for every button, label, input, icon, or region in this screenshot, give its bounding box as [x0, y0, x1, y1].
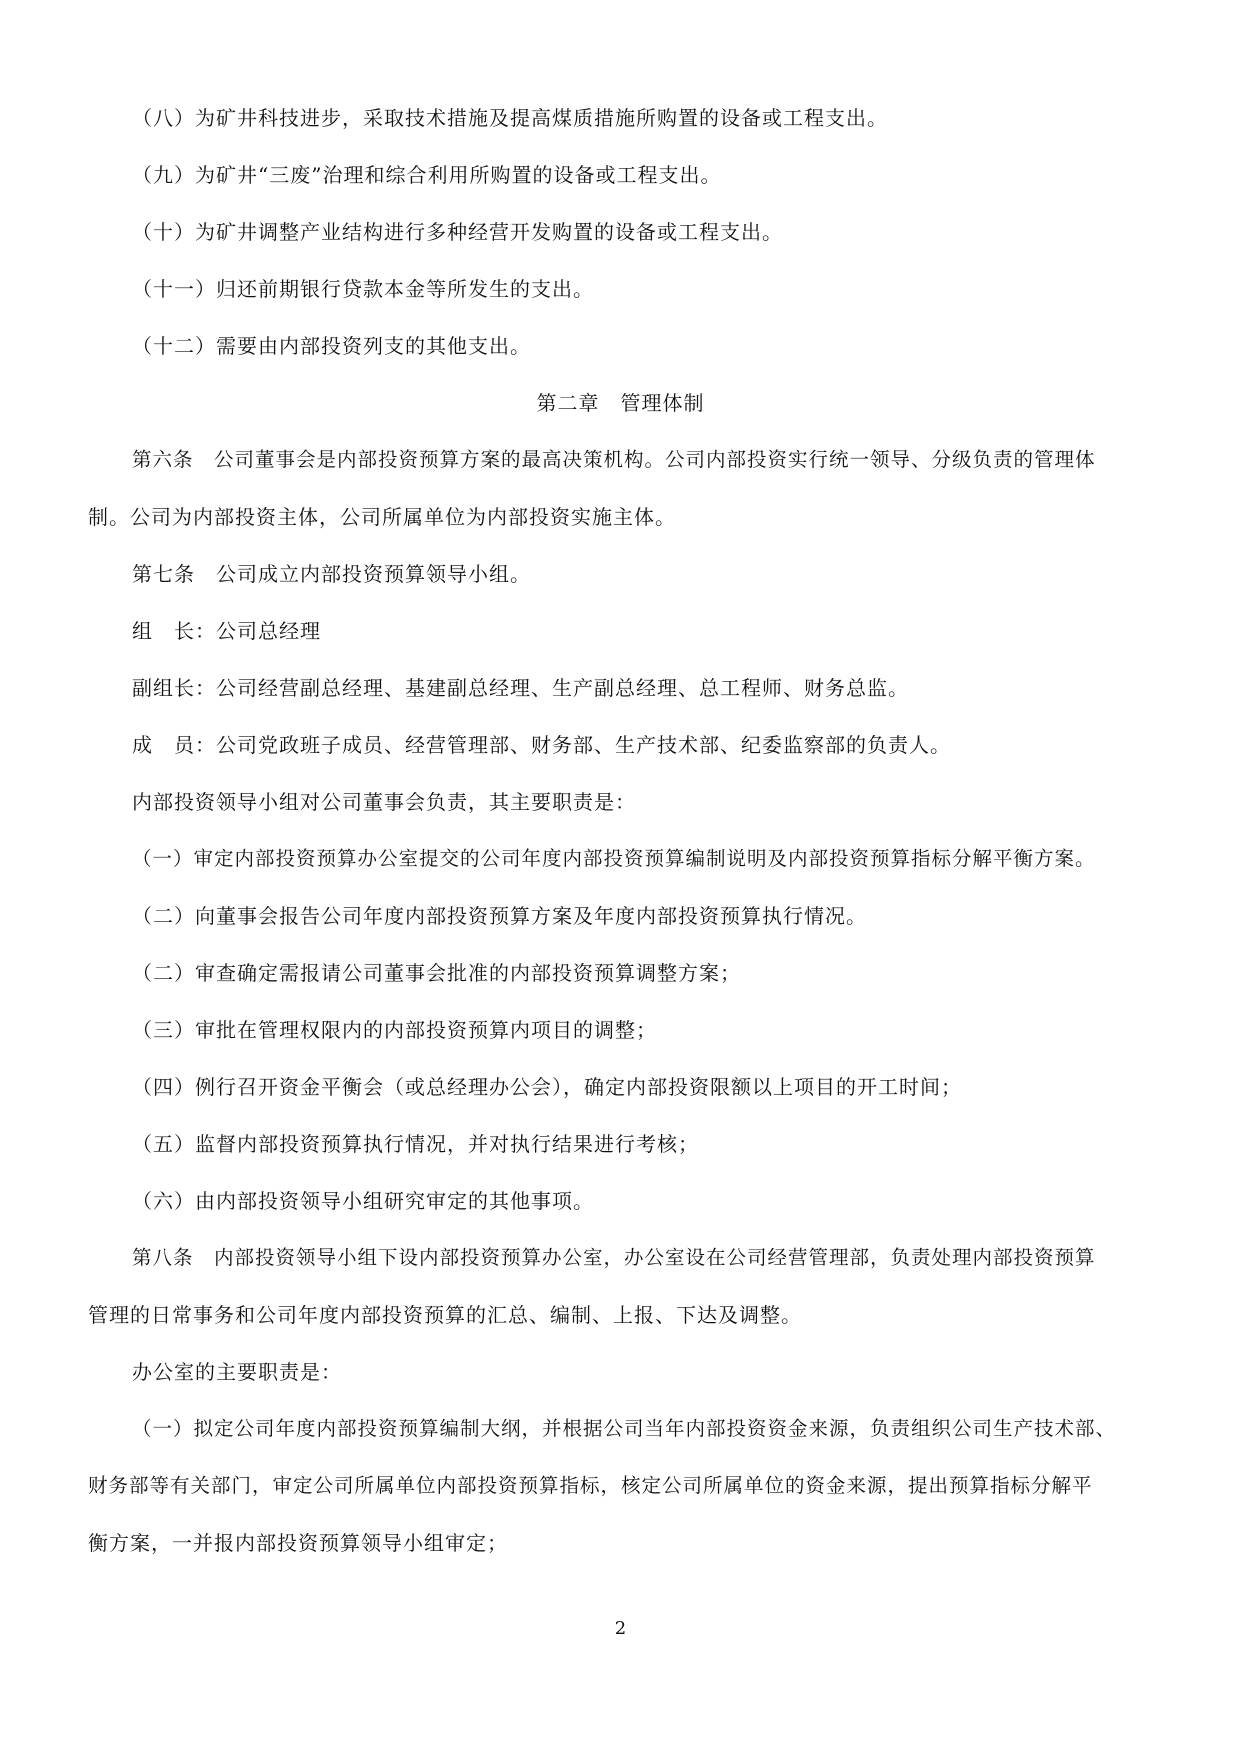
list-item: 副组长：公司经营副总经理、基建副总经理、生产副总经理、总工程师、财务总监。: [132, 676, 909, 700]
list-item-continuation: 财务部等有关部门，审定公司所属单位内部投资预算指标，核定公司所属单位的资金来源，提出预算指标分解平: [88, 1474, 1093, 1497]
list-item: （四）例行召开资金平衡会（或总经理办公会），确定内部投资限额以上项目的开工时间；: [132, 1075, 962, 1099]
list-item: （一）拟定公司年度内部投资预算编制大纲，并根据公司当年内部投资资金来源，负责组织公司生产技术部、: [132, 1417, 1117, 1440]
paragraph-line: （十）为矿井调整产业结构进行多种经营开发购置的设备或工程支出。: [132, 220, 783, 244]
paragraph-line: （十二）需要由内部投资列支的其他支出。: [132, 334, 531, 358]
paragraph-line: （九）为矿井“三废”治理和综合利用所购置的设备或工程支出。: [132, 163, 722, 187]
paragraph-line: （八）为矿井科技进步，采取技术措施及提高煤质措施所购置的设备或工程支出。: [132, 106, 888, 130]
paragraph-line: （十一）归还前期银行贷款本金等所发生的支出。: [132, 277, 594, 301]
list-item: （三）审批在管理权限内的内部投资预算内项目的调整；: [132, 1018, 657, 1042]
article-line: 第七条 公司成立内部投资预算领导小组。: [132, 562, 531, 586]
article-line: 第八条 内部投资领导小组下设内部投资预算办公室，办公室设在公司经营管理部，负责处理内部投资预算: [132, 1246, 1096, 1269]
article-line: 制。公司为内部投资主体，公司所属单位为内部投资实施主体。: [88, 505, 676, 529]
page-number: 2: [614, 1618, 627, 1639]
list-item-continuation: 衡方案，一并报内部投资预算领导小组审定；: [88, 1531, 508, 1555]
article-line: 管理的日常事务和公司年度内部投资预算的汇总、编制、上报、下达及调整。: [88, 1303, 802, 1327]
list-item: （五）监督内部投资预算执行情况，并对执行结果进行考核；: [132, 1132, 699, 1156]
paragraph-line: 办公室的主要职责是：: [132, 1360, 342, 1384]
paragraph-line: 内部投资领导小组对公司董事会负责，其主要职责是：: [132, 790, 636, 814]
list-item: （六）由内部投资领导小组研究审定的其他事项。: [132, 1189, 594, 1213]
list-item: （二）审查确定需报请公司董事会批准的内部投资预算调整方案；: [132, 961, 741, 985]
list-item: （二）向董事会报告公司年度内部投资预算方案及年度内部投资预算执行情况。: [132, 904, 867, 928]
list-item: 成 员：公司党政班子成员、经营管理部、财务部、生产技术部、纪委监察部的负责人。: [132, 733, 951, 757]
list-item: （一）审定内部投资预算办公室提交的公司年度内部投资预算编制说明及内部投资预算指标分解平衡方案。: [132, 847, 1096, 870]
list-item: 组 长：公司总经理: [132, 619, 321, 643]
chapter-heading: 第二章 管理体制: [536, 391, 705, 415]
article-line: 第六条 公司董事会是内部投资预算方案的最高决策机构。公司内部投资实行统一领导、分级负责的管理体: [132, 448, 1096, 471]
